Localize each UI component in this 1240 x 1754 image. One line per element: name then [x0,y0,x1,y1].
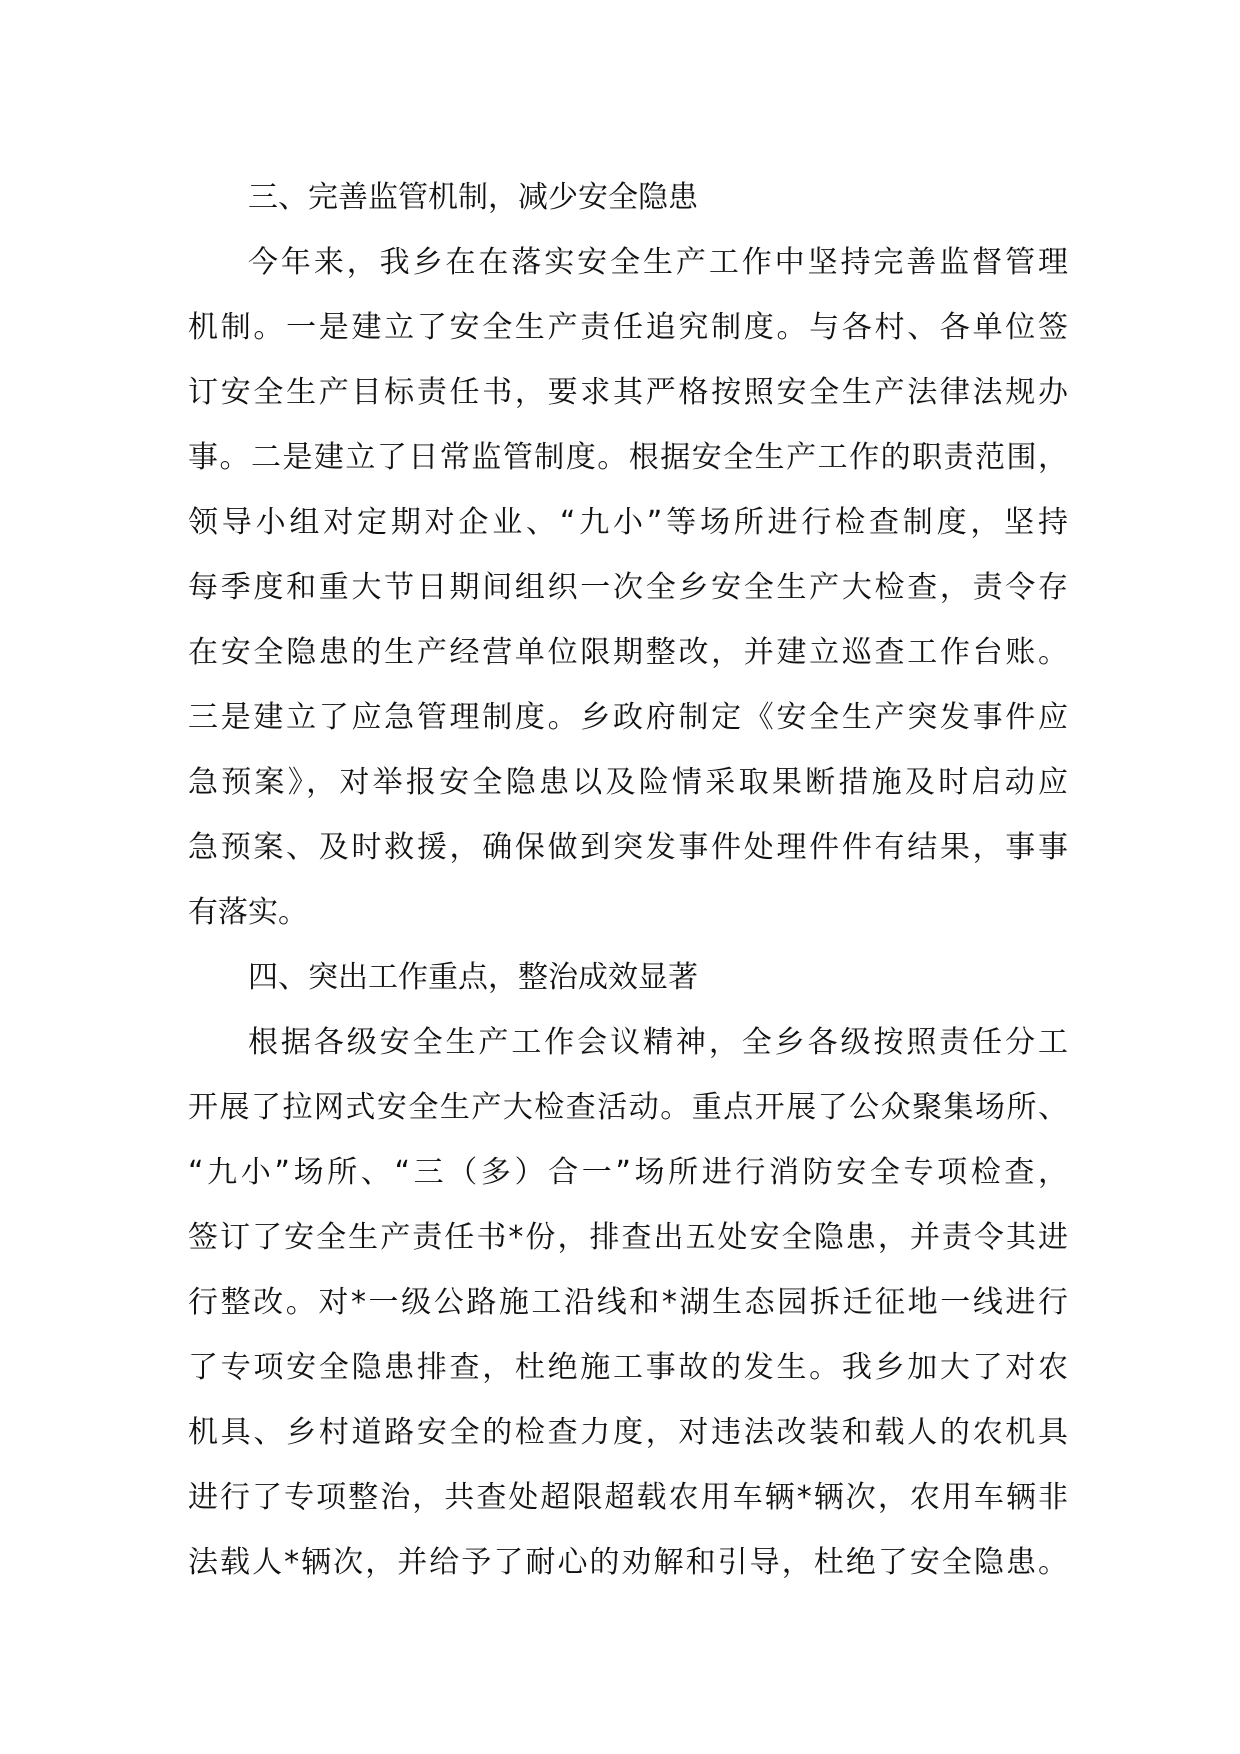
text-line: 在安全隐患的生产经营单位限期整改，并建立巡查工作台账。 [188,635,1068,670]
section-3-paragraph [188,230,1068,945]
text-line: 行整改。对*一级公路施工沿线和*湖生态园拆迁征地一线进行 [188,1285,1068,1320]
text-line: 今年来，我乡在在落实安全生产工作中坚持完善监督管理 [248,245,1068,280]
text-line: 机制。一是建立了安全生产责任追究制度。与各村、各单位签 [188,310,1068,345]
text-line: 根据各级安全生产工作会议精神，全乡各级按照责任分工 [248,1025,1068,1060]
text-line: 领导小组对定期对企业、“九小”等场所进行检查制度，坚持 [188,505,1068,540]
text-line: 开展了拉网式安全生产大检查活动。重点开展了公众聚集场所、 [188,1090,1068,1125]
text-line: 事。二是建立了日常监管制度。根据安全生产工作的职责范围， [188,440,1068,475]
text-line: 每季度和重大节日期间组织一次全乡安全生产大检查，责令存 [188,570,1068,605]
text-line: 三是建立了应急管理制度。乡政府制定《安全生产突发事件应 [188,700,1068,735]
text-line: “九小”场所、“三（多）合一”场所进行消防安全专项检查， [188,1155,1068,1190]
section-4-paragraph [188,1010,1068,1595]
document-body [188,165,1068,1595]
text-line: 急预案、及时救援，确保做到突发事件处理件件有结果，事事 [188,830,1068,865]
text-line: 进行了专项整治，共查处超限超载农用车辆*辆次，农用车辆非 [188,1480,1068,1515]
text-line: 订安全生产目标责任书，要求其严格按照安全生产法律法规办 [188,375,1068,410]
text-line: 法载人*辆次，并给予了耐心的劝解和引导，杜绝了安全隐患。 [188,1545,1068,1580]
text-line: 了专项安全隐患排查，杜绝施工事故的发生。我乡加大了对农 [188,1350,1068,1385]
text-line: 签订了安全生产责任书*份，排查出五处安全隐患，并责令其进 [188,1220,1068,1255]
text-line: 急预案》，对举报安全隐患以及险情采取果断措施及时启动应 [188,765,1068,800]
section-3-heading: 三、完善监管机制，减少安全隐患 [248,180,698,215]
text-line: 机具、乡村道路安全的检查力度，对违法改装和载人的农机具 [188,1415,1068,1450]
section-4-heading: 四、突出工作重点，整治成效显著 [248,960,698,995]
text-line: 有落实。 [188,895,308,930]
